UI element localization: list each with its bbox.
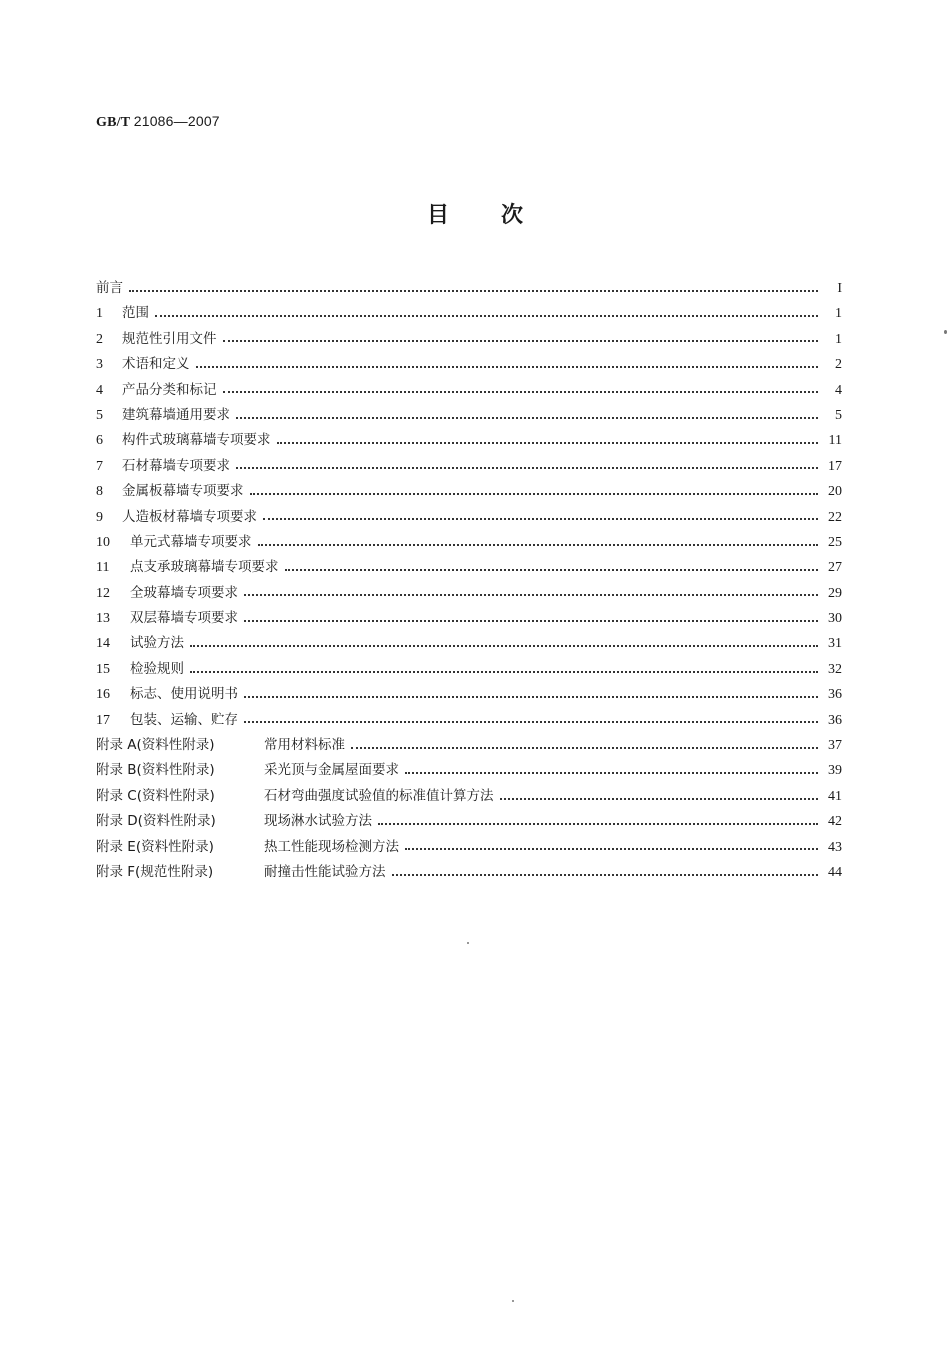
appendix-prefix: 附录 B(资料性附录) <box>96 762 215 779</box>
appendix-prefix: 附录 C(资料性附录) <box>96 787 215 804</box>
dot-leader <box>392 874 819 876</box>
appendix-label: 耐撞击性能试验方法 <box>264 863 386 880</box>
appendix-page: 39 <box>828 763 842 779</box>
toc-entry-number: 14 <box>96 636 110 652</box>
toc-appendix-e[interactable] <box>96 835 842 860</box>
toc-entry[interactable] <box>96 378 842 403</box>
dot-leader <box>236 417 818 419</box>
dot-leader <box>405 772 818 774</box>
toc-entry-label: 术语和定义 <box>122 356 190 373</box>
toc-entry-label: 双层幕墙专项要求 <box>130 610 238 627</box>
toc-entry-page: 32 <box>828 661 842 677</box>
toc-entry-label: 金属板幕墙专项要求 <box>122 483 244 500</box>
toc-entry-label: 产品分类和标记 <box>122 381 217 398</box>
toc-entry-number: 4 <box>96 382 103 398</box>
dot-leader <box>129 290 818 292</box>
toc-appendix-b[interactable] <box>96 758 842 783</box>
dot-leader <box>244 696 818 698</box>
appendix-label: 石材弯曲强度试验值的标准值计算方法 <box>264 787 494 804</box>
toc-entry-page: 4 <box>835 382 842 398</box>
toc-entry-label: 建筑幕墙通用要求 <box>122 406 230 423</box>
toc-entry[interactable] <box>96 403 842 428</box>
toc-entry-number: 10 <box>96 534 110 550</box>
dot-leader <box>351 747 818 749</box>
toc-entry[interactable] <box>96 327 842 352</box>
dot-leader <box>285 569 819 571</box>
appendix-label: 热工性能现场检测方法 <box>264 838 399 855</box>
dot-leader <box>378 823 818 825</box>
dot-leader <box>223 340 819 342</box>
toc-entry[interactable] <box>96 301 842 326</box>
toc-entry-number: 13 <box>96 611 110 627</box>
toc-entry-number: 7 <box>96 458 103 474</box>
dot-leader <box>263 518 818 520</box>
toc-appendix-d[interactable] <box>96 809 842 834</box>
dot-leader <box>244 594 818 596</box>
dot-leader <box>190 671 818 673</box>
toc-entry-page: 36 <box>828 712 842 728</box>
toc-entry-number: 5 <box>96 407 103 423</box>
toc-entry[interactable] <box>96 454 842 479</box>
toc-appendix-a[interactable] <box>96 733 842 758</box>
toc-entry-number: 8 <box>96 484 103 500</box>
scan-speck <box>944 330 947 334</box>
toc-entry[interactable] <box>96 428 842 453</box>
toc-entry-label: 人造板材幕墙专项要求 <box>122 508 257 525</box>
toc-entry-page: 27 <box>828 560 842 576</box>
toc-entry[interactable] <box>96 606 842 631</box>
dot-leader <box>223 391 819 393</box>
toc-entry-label: 构件式玻璃幕墙专项要求 <box>122 432 271 449</box>
toc-entry-page: 36 <box>828 687 842 703</box>
toc-entry-label: 点支承玻璃幕墙专项要求 <box>130 559 279 576</box>
toc-entry-label: 前言 <box>96 280 123 296</box>
appendix-page: 44 <box>828 864 842 880</box>
toc-appendix-c[interactable] <box>96 784 842 809</box>
dot-leader <box>250 493 819 495</box>
toc-entry-number: 6 <box>96 433 103 449</box>
toc-entry-page: 2 <box>835 357 842 373</box>
toc-entry[interactable] <box>96 631 842 656</box>
dot-leader <box>258 544 819 546</box>
toc-entry-page: 20 <box>828 484 842 500</box>
toc-entry-number: 16 <box>96 687 110 703</box>
toc-entry-page: 22 <box>828 509 842 525</box>
table-of-contents <box>96 276 842 885</box>
appendix-page: 41 <box>828 788 842 804</box>
toc-entry-page: 31 <box>828 636 842 652</box>
toc-entry-number: 12 <box>96 585 110 601</box>
toc-entry-number: 2 <box>96 331 103 347</box>
toc-entry-number: 17 <box>96 712 110 728</box>
dot-leader <box>277 442 819 444</box>
toc-entry-number: 3 <box>96 357 103 373</box>
scan-speck <box>512 1300 514 1302</box>
toc-entry[interactable] <box>96 505 842 530</box>
toc-entry-page: 17 <box>828 458 842 474</box>
appendix-page: 43 <box>828 839 842 855</box>
toc-entry-label: 全玻幕墙专项要求 <box>130 584 238 601</box>
toc-entry-label: 包装、运输、贮存 <box>130 711 238 728</box>
dot-leader <box>236 467 818 469</box>
appendix-label: 常用材料标准 <box>264 737 345 754</box>
toc-entry[interactable] <box>96 352 842 377</box>
toc-entry-number: 9 <box>96 509 103 525</box>
dot-leader <box>500 798 819 800</box>
standard-number: 21086—2007 <box>133 113 220 129</box>
appendix-prefix: 附录 A(资料性附录) <box>96 737 215 754</box>
toc-entry-number: 11 <box>96 560 110 576</box>
appendix-prefix: 附录 E(资料性附录) <box>96 838 214 855</box>
dot-leader <box>155 315 818 317</box>
dot-leader <box>196 366 819 368</box>
page-title: 目次 <box>426 203 575 228</box>
dot-leader <box>244 620 818 622</box>
toc-entry-page: 1 <box>835 331 842 347</box>
toc-entry-label: 试验方法 <box>130 635 184 652</box>
standard-code <box>96 113 220 131</box>
toc-entry[interactable] <box>96 479 842 504</box>
toc-entry-number: 1 <box>96 306 103 322</box>
toc-entry-label: 范围 <box>122 305 149 322</box>
dot-leader <box>405 848 818 850</box>
toc-entry[interactable] <box>96 530 842 555</box>
toc-entry-number: 15 <box>96 661 110 677</box>
toc-appendix-f[interactable] <box>96 860 842 885</box>
toc-entry-preface[interactable] <box>96 276 842 301</box>
standard-prefix: GB/T <box>96 115 131 130</box>
toc-entry-page: 25 <box>828 534 842 550</box>
toc-entry-page: 1 <box>835 306 842 322</box>
appendix-label: 采光顶与金属屋面要求 <box>264 762 399 779</box>
scan-speck <box>467 942 469 944</box>
toc-entry-label: 单元式幕墙专项要求 <box>130 533 252 550</box>
appendix-prefix: 附录 D(资料性附录) <box>96 813 216 830</box>
appendix-page: 42 <box>828 814 842 830</box>
toc-entry-page: 30 <box>828 611 842 627</box>
toc-entry-label: 石材幕墙专项要求 <box>122 457 230 474</box>
toc-entry[interactable] <box>96 555 842 580</box>
dot-leader <box>190 645 818 647</box>
toc-entry[interactable] <box>96 581 842 606</box>
toc-entry-page: 29 <box>828 585 842 601</box>
toc-entry-page: 5 <box>835 407 842 423</box>
toc-entry-label: 标志、使用说明书 <box>130 686 238 703</box>
toc-entry[interactable] <box>96 657 842 682</box>
appendix-page: 37 <box>828 738 842 754</box>
toc-entry-page: 11 <box>828 433 842 449</box>
toc-entry-label: 规范性引用文件 <box>122 330 217 347</box>
toc-entry[interactable] <box>96 682 842 707</box>
appendix-prefix: 附录 F(规范性附录) <box>96 863 214 880</box>
toc-entry-label: 检验规则 <box>130 660 184 677</box>
dot-leader <box>244 721 818 723</box>
toc-entry[interactable] <box>96 708 842 733</box>
toc-entry-page: I <box>837 281 842 296</box>
appendix-label: 现场淋水试验方法 <box>264 813 372 830</box>
